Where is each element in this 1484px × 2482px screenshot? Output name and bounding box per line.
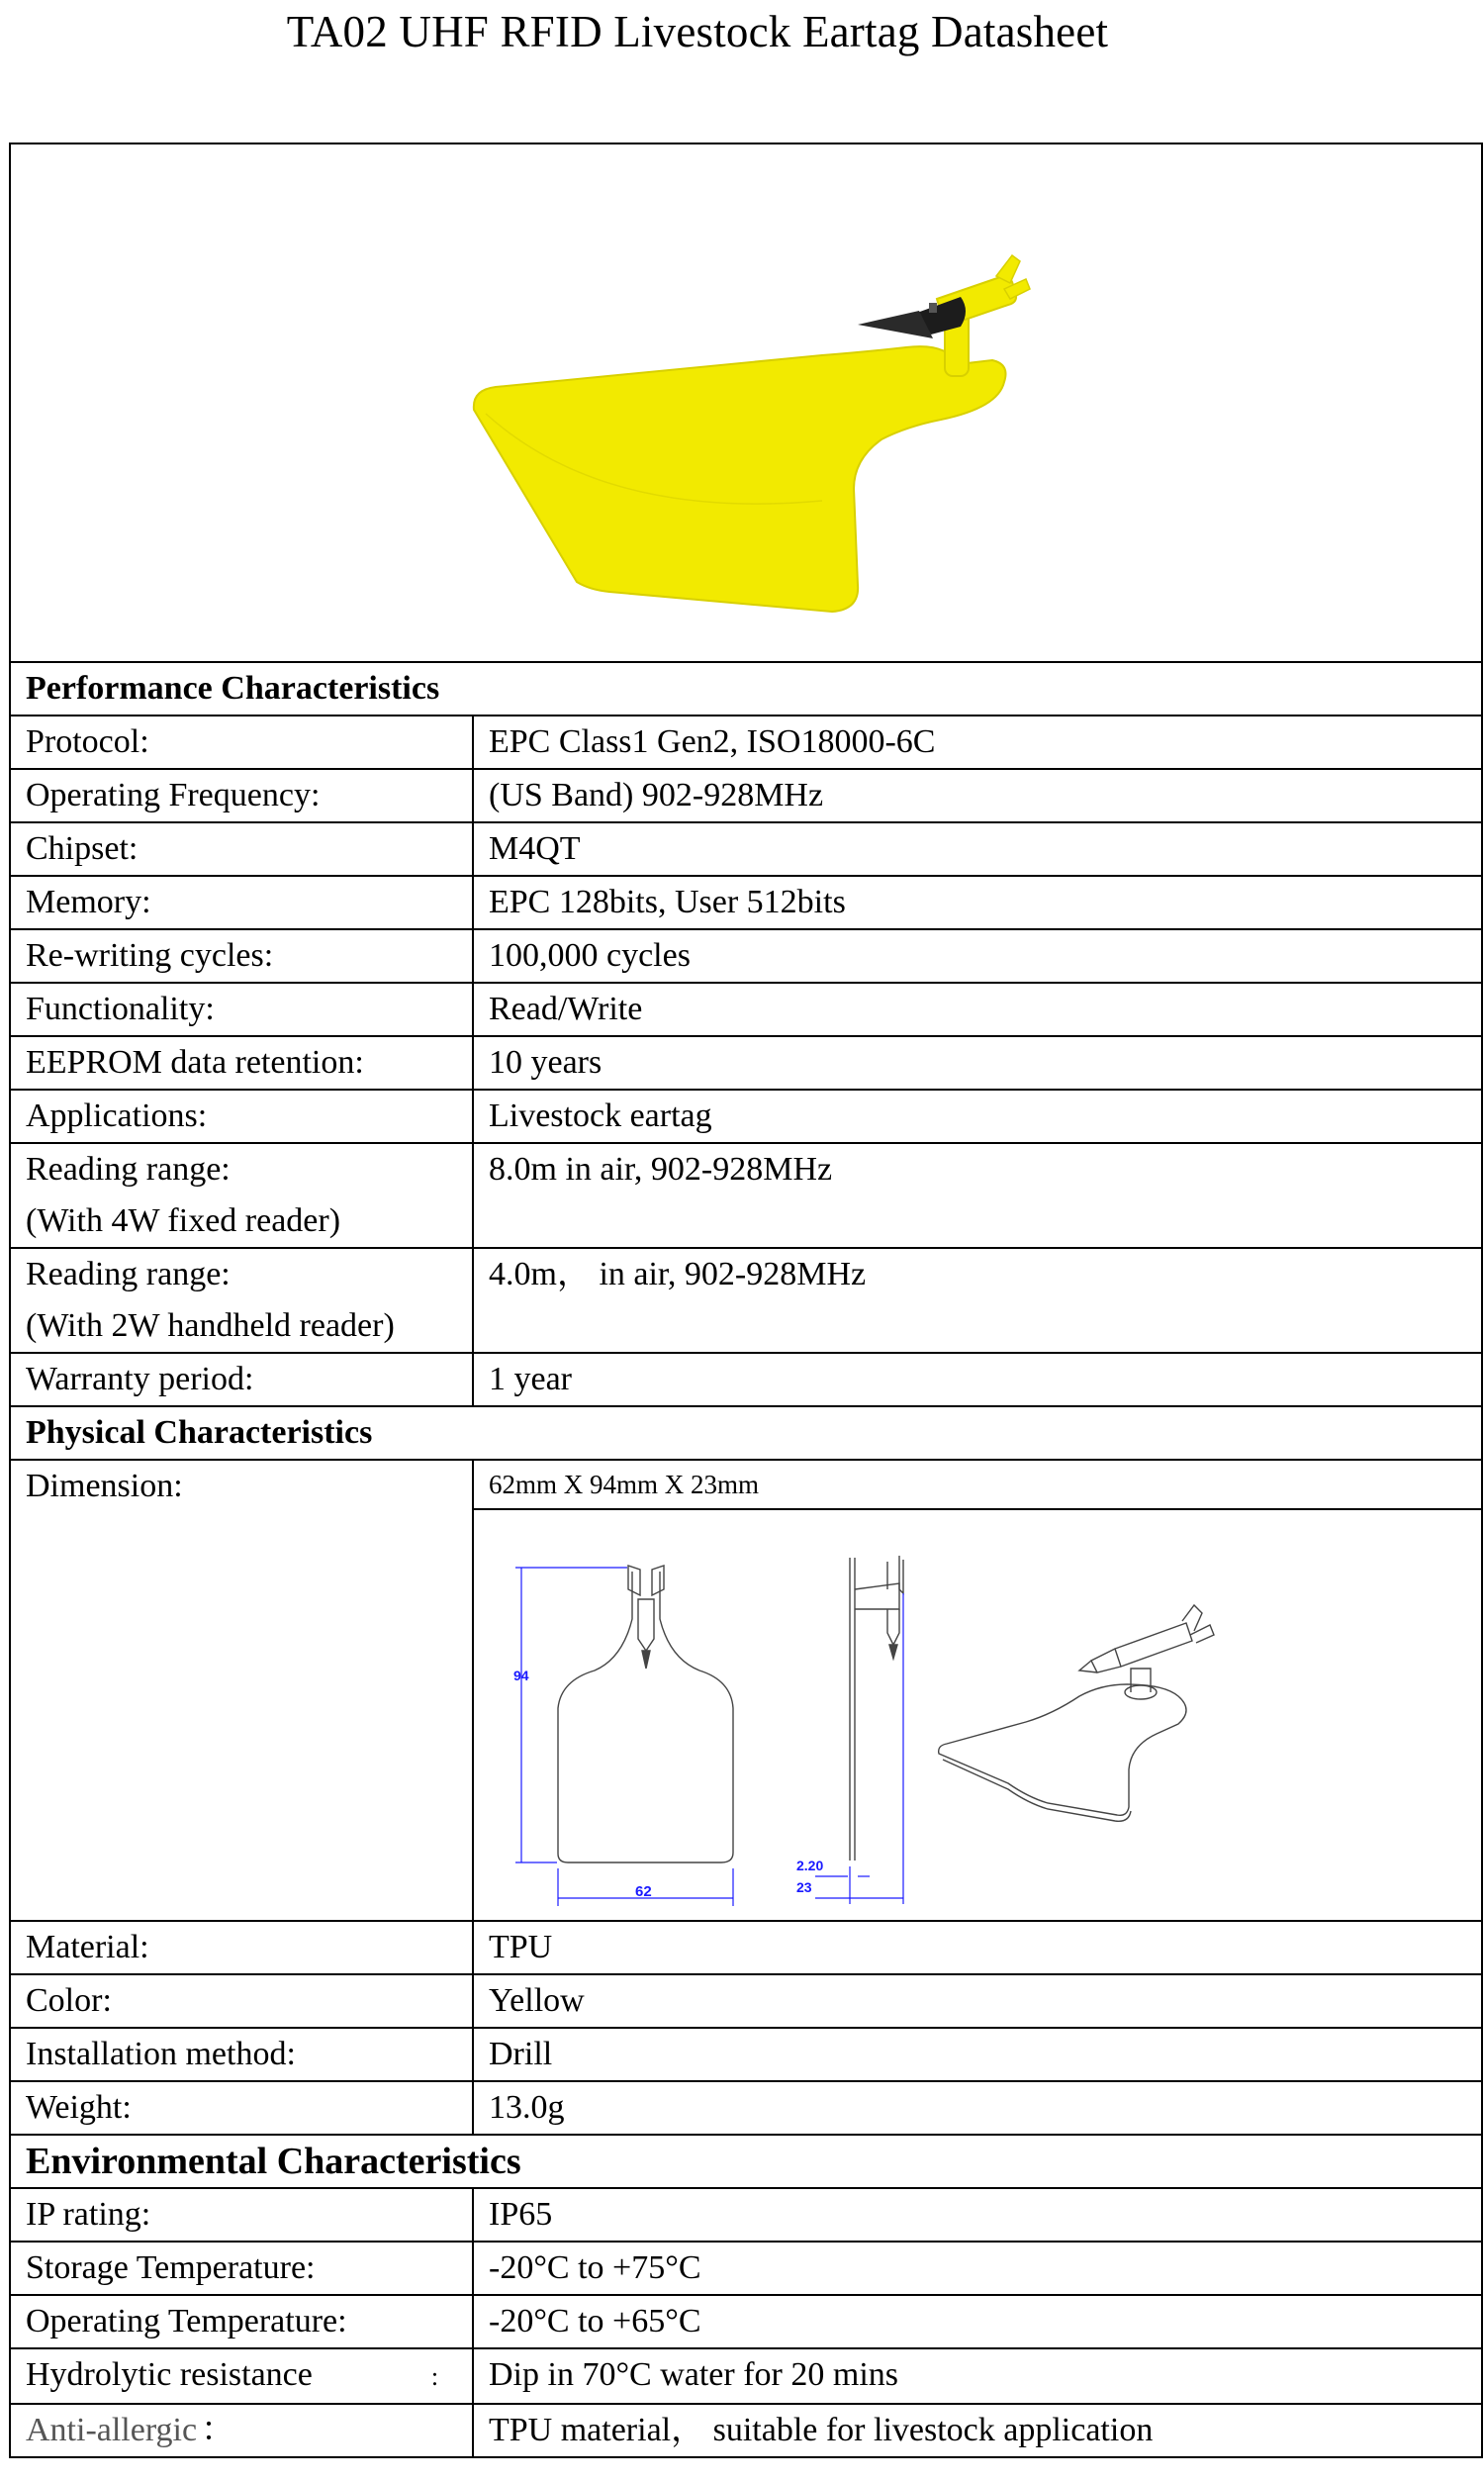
row-value: Read/Write [473,983,1482,1036]
row-label [10,2404,473,2457]
row-label-colon: ： [201,2412,235,2448]
thickness-dimension: 2.20 [796,1858,824,1873]
technical-drawing [474,1510,1481,1920]
row-label-line2: (With 2W handheld reader) [26,1307,395,1344]
page-title: TA02 UHF RFID Livestock Eartag Datasheet [286,7,1109,56]
table-row [10,1090,1482,1143]
table-row [10,2295,1482,2348]
dimension-lines [515,1568,733,1906]
row-label: Memory: [10,876,473,929]
row-label: Chipset: [10,822,473,876]
table-row [10,2348,1482,2404]
row-value: 100,000 cycles [473,929,1482,983]
side-view [850,1556,903,1861]
table-row [10,2404,1482,2457]
row-label-line2: (With 4W fixed reader) [26,1202,341,1239]
table-row [10,929,1482,983]
row-label-text: Hydrolytic resistance [26,2356,313,2393]
row-value: IP65 [473,2188,1482,2242]
row-value: Dip in 70°C water for 20 mins [473,2348,1482,2404]
row-value: -20°C to +75°C [473,2242,1482,2295]
table-row [10,1921,1482,1974]
row-label: EEPROM data retention: [10,1036,473,1090]
row-value: 62mm X 94mm X 23mm [473,1460,1482,1509]
table-row [10,2028,1482,2081]
row-label: Functionality: [10,983,473,1036]
row-label: Color: [10,1974,473,2028]
row-value: TPU material， suitable for livestock application [473,2404,1482,2457]
row-label: Dimension: [10,1460,473,1921]
width-dimension: 62 [635,1883,652,1900]
row-value: 13.0g [473,2081,1482,2135]
row-label [10,1248,473,1353]
row-label: Operating Temperature: [10,2295,473,2348]
row-value: EPC Class1 Gen2, ISO18000-6C [473,716,1482,769]
eartag-body [474,346,1006,612]
table-row [10,1143,1482,1248]
table-row [10,1974,1482,2028]
table-row [10,983,1482,1036]
table-row [10,2081,1482,2135]
section-title: Physical Characteristics [10,1406,1482,1460]
row-label-text: Anti-allergic [26,2412,198,2448]
side-dimension-lines [815,1593,903,1904]
row-label: IP rating: [10,2188,473,2242]
row-label-line1: Reading range: [26,1256,231,1292]
row-label: Installation method: [10,2028,473,2081]
row-value: M4QT [473,822,1482,876]
section-performance [10,662,1482,716]
row-label: Storage Temperature: [10,2242,473,2295]
product-image-cell [10,143,1482,662]
row-label: Operating Frequency: [10,769,473,822]
table-row [10,822,1482,876]
row-label: Warranty period: [10,1353,473,1406]
row-label-line1: Reading range: [26,1151,231,1188]
front-view [558,1566,733,1862]
row-label: Protocol: [10,716,473,769]
row-value: Yellow [473,1974,1482,2028]
row-value: Drill [473,2028,1482,2081]
table-row [10,769,1482,822]
row-label: Applications: [10,1090,473,1143]
row-value: 4.0m， in air, 902-928MHz [473,1248,1482,1353]
product-image-row [10,143,1482,662]
table-row [10,1460,1482,1509]
row-value: Livestock eartag [473,1090,1482,1143]
section-title: Environmental Characteristics [10,2135,1482,2188]
table-row [10,716,1482,769]
row-value: (US Band) 902-928MHz [473,769,1482,822]
row-value: -20°C to +65°C [473,2295,1482,2348]
height-dimension: 94 [513,1668,529,1683]
row-label [10,2348,473,2404]
technical-drawing-cell [473,1509,1482,1921]
row-label: Material: [10,1921,473,1974]
table-row [10,1036,1482,1090]
row-label: Weight: [10,2081,473,2135]
table-row [10,2242,1482,2295]
row-value: TPU [473,1921,1482,1974]
section-physical [10,1406,1482,1460]
table-row [10,2188,1482,2242]
row-value: 10 years [473,1036,1482,1090]
datasheet-table [9,143,1483,2458]
section-title: Performance Characteristics [10,662,1482,716]
row-label: Re-writing cycles: [10,929,473,983]
depth-dimension: 23 [796,1879,812,1895]
section-environmental [10,2135,1482,2188]
row-value: EPC 128bits, User 512bits [473,876,1482,929]
isometric-view [939,1605,1214,1821]
row-value: 8.0m in air, 902-928MHz [473,1143,1482,1248]
table-row [10,1248,1482,1353]
row-label-colon: : [430,2362,439,2391]
table-row [10,876,1482,929]
row-value: 1 year [473,1353,1482,1406]
table-row [10,1353,1482,1406]
eartag-photo [11,144,1481,661]
row-label [10,1143,473,1248]
